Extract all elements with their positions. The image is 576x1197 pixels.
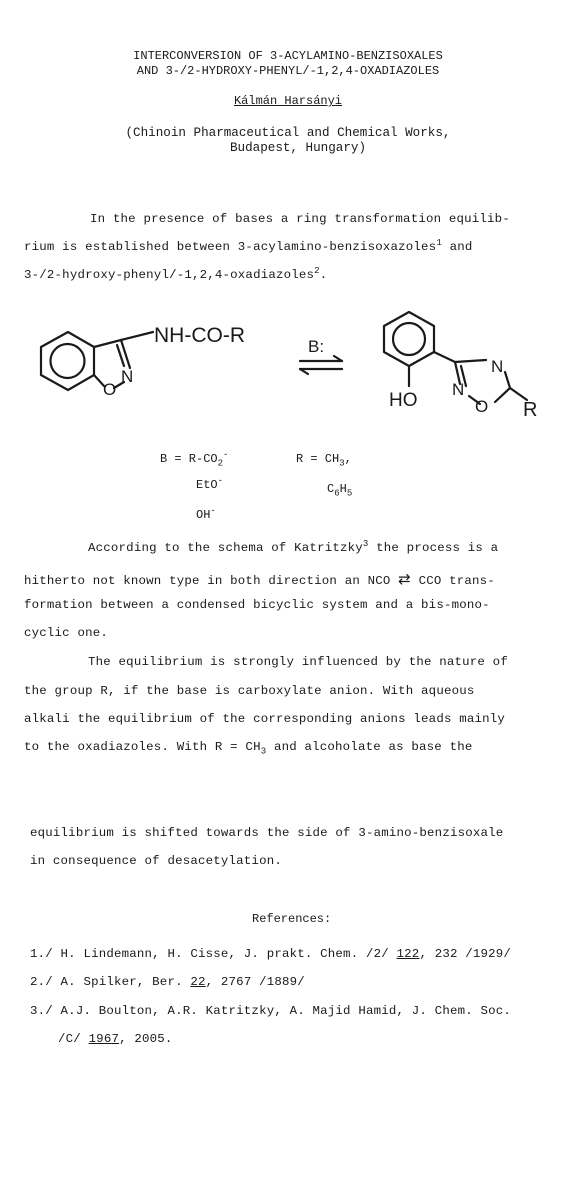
ref1-text: 1./ H. Lindemann, H. Cisse, J. prakt. Chem. /2/ <box>30 947 397 961</box>
phenyl-formula <box>327 482 353 499</box>
ethoxide <box>196 478 223 492</box>
right-n-top-label: N <box>491 357 504 376</box>
right-o-label: O <box>475 397 489 416</box>
right-r-label: R <box>523 399 538 421</box>
base-sub: 2 <box>217 458 224 469</box>
r-prefix: R = CH <box>296 452 340 466</box>
bond-phenyl-oxadiazole <box>434 352 455 362</box>
intro-line-1: In the presence of bases a ring transformation equilib- <box>90 212 510 226</box>
left-o-label: O <box>103 380 117 399</box>
ch3-sub: 3 <box>260 746 267 757</box>
para2-line-3: alkali the equilibrium of the corresponding anions leads mainly <box>24 712 506 726</box>
r-definition <box>296 452 352 469</box>
reference-1 <box>30 947 511 961</box>
ref3-year: 1967 <box>88 1032 120 1046</box>
para2-line-4-end: and alcoholate as base the <box>266 740 473 754</box>
reference-3-line-2 <box>58 1032 173 1046</box>
para2-line-5: equilibrium is shifted towards the side of 3-amino-benzisoxale <box>30 826 504 840</box>
eto-sup: - <box>217 476 224 486</box>
r-suffix: , <box>344 452 352 466</box>
hydroxide <box>196 508 216 522</box>
ref3-prefix: /C/ <box>58 1032 89 1046</box>
intro-line-2 <box>24 237 473 254</box>
r-sub: 3 <box>339 458 345 469</box>
ref1-volume: 122 <box>396 947 420 961</box>
title-line-2: AND 3-/2-HYDROXY-PHENYL/-1,2,4-OXADIAZOLES <box>136 64 440 78</box>
para1-line-1-end: the process is a <box>368 541 499 555</box>
oh-sup: - <box>210 506 216 516</box>
para1-line-2-end: CCO trans- <box>410 574 495 588</box>
right-n-bottom-label: N <box>452 380 465 399</box>
para2-line-1: The equilibrium is strongly influenced by the nature of <box>88 655 508 669</box>
citation-3: 3 <box>362 538 369 549</box>
oh-text: OH <box>196 508 211 522</box>
ho-label: HO <box>389 390 418 411</box>
c6h5-h: H <box>339 482 347 496</box>
bond-n4-c5 <box>505 372 510 388</box>
para2-line-4-text: to the oxadiazoles. With R = CH <box>24 740 261 754</box>
para2-line-2: the group R, if the base is carboxylate anion. With aqueous <box>24 684 475 698</box>
intro-line-3 <box>24 265 328 282</box>
base-sup: - <box>223 450 229 460</box>
ref2-volume: 22 <box>190 975 206 989</box>
nh-co-r-label: NH-CO-R <box>154 324 245 347</box>
affiliation-line-1: (Chinoin Pharmaceutical and Chemical Works, <box>125 126 451 140</box>
title-line-1: INTERCONVERSION OF 3-ACYLAMINO-BENZISOXALES <box>133 49 443 63</box>
ref1-end: , 232 /1929/ <box>419 947 512 961</box>
equilibrium-arrow-icon: ⇄ <box>398 570 411 588</box>
para2-line-4 <box>24 740 473 757</box>
intro-line-3-text: 3-/2-hydroxy-phenyl/-1,2,4-oxadiazoles <box>24 268 315 282</box>
base-prefix: B = R-CO <box>160 452 218 466</box>
intro-line-3-end: . <box>319 268 328 282</box>
reference-3-line-1: 3./ A.J. Boulton, A.R. Katritzky, A. Majid Hamid, J. Chem. Soc. <box>30 1004 512 1018</box>
author-name: Kálmán Harsányi <box>233 94 343 108</box>
intro-line-2-text: rium is established between 3-acylamino-benzisoxazoles <box>24 240 437 254</box>
citation-2: 2 <box>314 265 320 276</box>
left-benzene-aromatic-circle <box>51 344 85 378</box>
ref3-end: , 2005. <box>119 1032 173 1046</box>
reference-2 <box>30 975 305 989</box>
ref2-end: , 2767 /1889/ <box>205 975 305 989</box>
ref2-text: 2./ A. Spilker, Ber. <box>30 975 191 989</box>
citation-1: 1 <box>436 237 442 248</box>
bond-c3-n4 <box>455 360 486 362</box>
base-definition <box>160 450 229 469</box>
para1-line-1-text: According to the schema of Katritzky <box>88 541 363 555</box>
intro-line-2-end: and <box>441 240 473 254</box>
eto-text: EtO <box>196 478 218 492</box>
para1-line-3: formation between a condensed bicyclic system and a bis-mono- <box>24 598 490 612</box>
para1-line-2-text: hitherto not known type in both direction an NCO <box>24 574 399 588</box>
c6h5-sub-6: 6 <box>334 488 340 499</box>
bond-c5-o1 <box>495 388 510 402</box>
bond-c3-nh <box>121 332 153 340</box>
c6h5-c: C <box>327 482 335 496</box>
base-arrow-label: B: <box>308 337 325 356</box>
references-heading: References: <box>252 912 332 926</box>
left-n-label: N <box>121 367 134 386</box>
para1-line-1 <box>88 538 499 555</box>
right-benzene-ring <box>384 312 434 366</box>
para1-line-2 <box>24 570 495 588</box>
affiliation-line-2: Budapest, Hungary) <box>229 141 367 155</box>
para2-line-6: in consequence of desacetylation. <box>30 854 282 868</box>
c6h5-sub-5: 5 <box>346 488 353 499</box>
right-benzene-aromatic-circle <box>393 323 425 355</box>
left-benzene-ring <box>41 332 94 390</box>
para1-line-4: cyclic one. <box>24 626 108 640</box>
reaction-scheme <box>0 300 576 430</box>
